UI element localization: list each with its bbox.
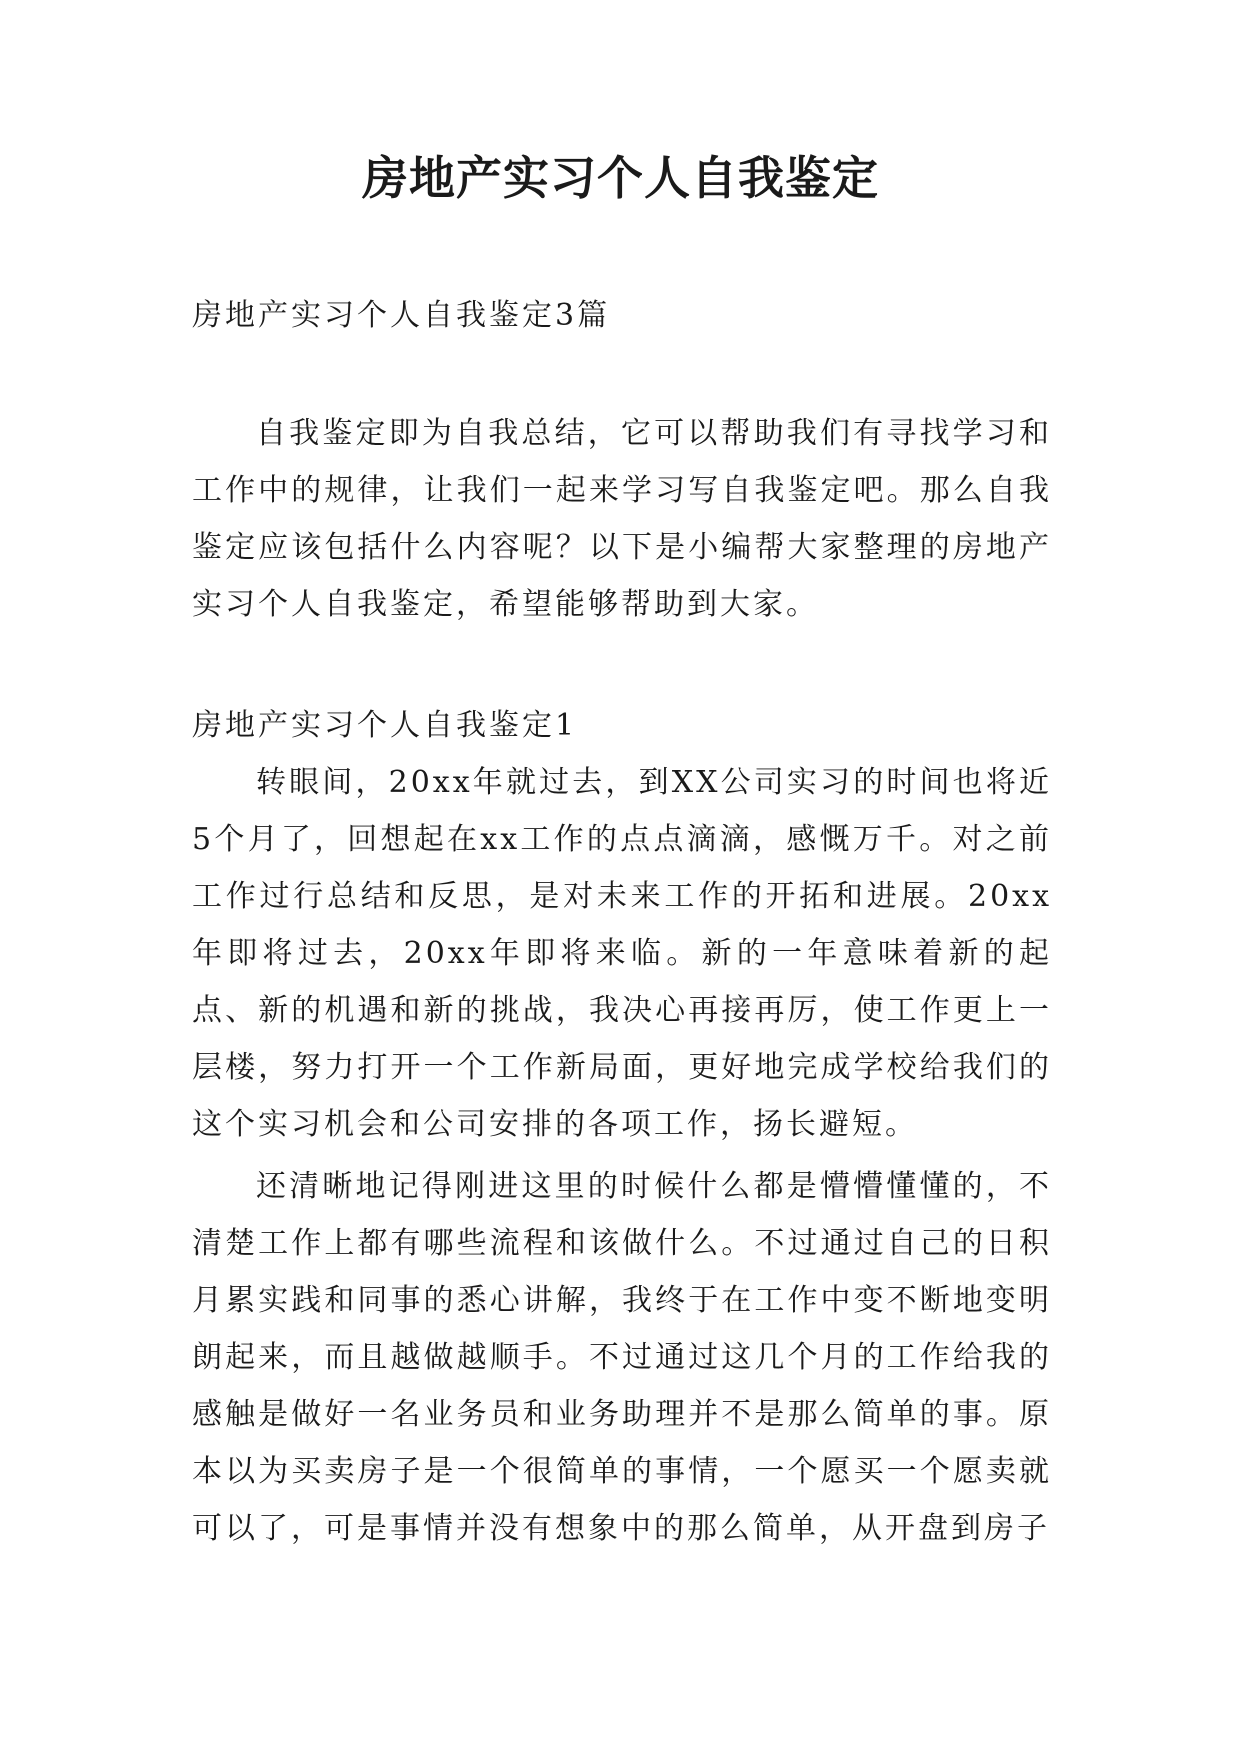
document-subtitle: 房地产实习个人自我鉴定3篇 [192,298,611,333]
body-paragraph: 转眼间，20xx年就过去，到XX公司实习的时间也将近5个月了，回想起在xx工作的点点滴滴，感慨万千。对之前工作过行总结和反思，是对未来工作的开拓和进展。20xx年即将过去，20xx年即将来临。新的一年意味着新的起点、新的机遇和新的挑战，我决心再接再厉，使工作更上一层楼，努力打开一个工作新局面，更好地完成学校给我们的这个实习机会和公司安排的各项工作，扬长避短。 [192,765,1052,1142]
intro-paragraph: 自我鉴定即为自我总结，它可以帮助我们有寻找学习和工作中的规律，让我们一起来学习写自我鉴定吧。那么自我鉴定应该包括什么内容呢？以下是小编帮大家整理的房地产实习个人自我鉴定，希望能够帮助到大家。 [192,416,1052,622]
section-heading: 房地产实习个人自我鉴定1 [192,708,578,743]
document-title: 房地产实习个人自我鉴定 [362,151,879,205]
body-paragraph: 还清晰地记得刚进这里的时候什么都是懵懵懂懂的，不清楚工作上都有哪些流程和该做什么。不过通过自己的日积月累实践和同事的悉心讲解，我终于在工作中变不断地变明朗起来，而且越做越顺手。不过通过这几个月的工作给我的感触是做好一名业务员和业务助理并不是那么简单的事。原本以为买卖房子是一个很简单的事情，一个愿买一个愿卖就可以了，可是事情并没有想象中的那么简单，从开盘到房子 [192,1169,1052,1546]
